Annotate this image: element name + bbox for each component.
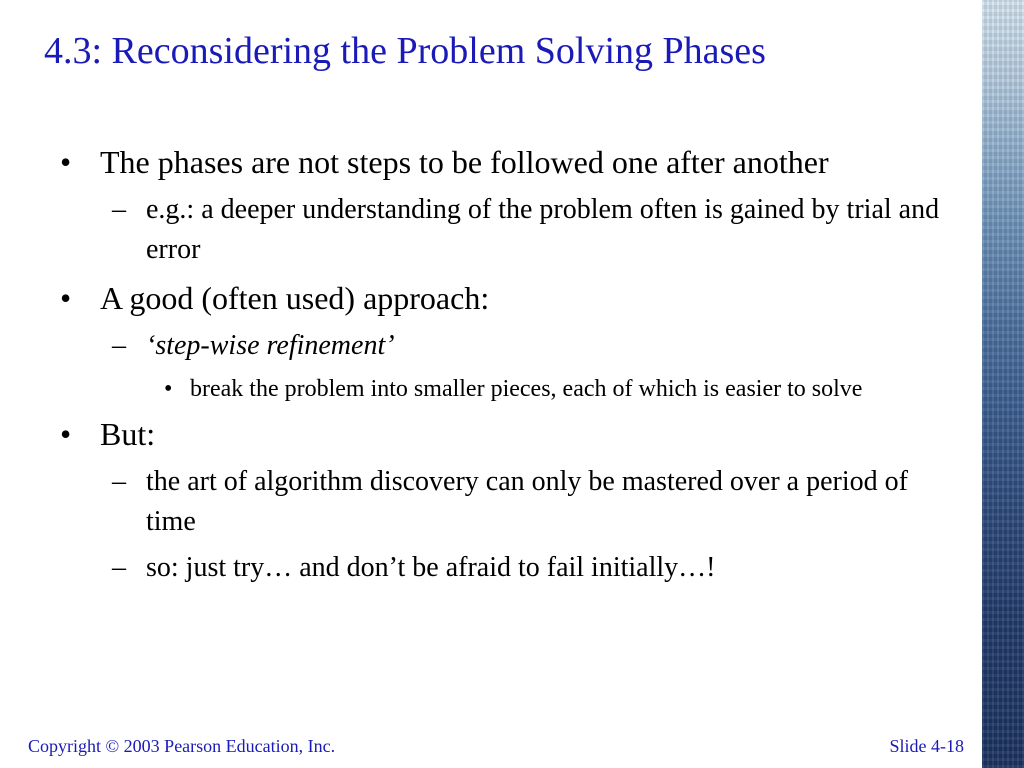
sub-point-text: so: just try… and don’t be afraid to fail initially…! bbox=[146, 552, 716, 583]
bullet-glyph: • bbox=[60, 280, 72, 316]
dash-glyph: – bbox=[112, 330, 126, 361]
slide-body bbox=[60, 140, 960, 594]
sub-point bbox=[60, 326, 960, 366]
bullet-glyph: • bbox=[60, 144, 72, 180]
sub-sub-point bbox=[60, 372, 960, 406]
bullet-point bbox=[60, 276, 960, 320]
sub-point bbox=[60, 190, 960, 270]
bullet-text: A good (often used) approach: bbox=[100, 280, 490, 316]
bullet-glyph: • bbox=[60, 416, 72, 452]
sub-point bbox=[60, 548, 960, 588]
footer-copyright: Copyright © 2003 Pearson Education, Inc. bbox=[28, 736, 336, 756]
footer-slide-number: Slide 4-18 bbox=[889, 736, 964, 756]
sub-sub-point-text: break the problem into smaller pieces, each of which is easier to solve bbox=[190, 376, 863, 402]
side-strip-texture bbox=[982, 0, 1024, 768]
dash-glyph: – bbox=[112, 466, 126, 497]
sub-point bbox=[60, 462, 960, 542]
sub-point-text: ‘step-wise refinement’ bbox=[146, 330, 395, 361]
bullet-point bbox=[60, 140, 960, 184]
bullet-text: But: bbox=[100, 416, 156, 452]
dash-glyph: – bbox=[112, 552, 126, 583]
bullet-glyph: • bbox=[164, 376, 173, 402]
bullet-text: The phases are not steps to be followed one after another bbox=[100, 144, 829, 180]
dash-glyph: – bbox=[112, 194, 126, 225]
decorative-side-strip bbox=[982, 0, 1024, 768]
sub-point-text: the art of algorithm discovery can only be mastered over a period of time bbox=[146, 466, 908, 537]
sub-point-text: e.g.: a deeper understanding of the problem often is gained by trial and error bbox=[146, 194, 940, 265]
slide-title: 4.3: Reconsidering the Problem Solving Phases bbox=[44, 30, 766, 72]
bullet-point bbox=[60, 412, 960, 456]
